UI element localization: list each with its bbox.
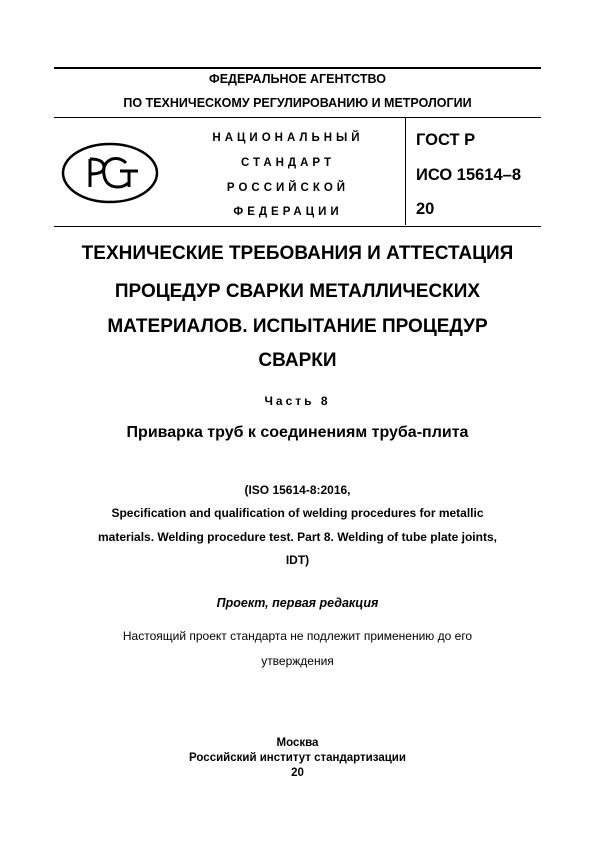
gost-designation-line-1: ГОСТ Р xyxy=(416,131,476,149)
header-divider-vertical xyxy=(405,118,406,225)
draft-note-line-1: Настоящий проект стандарта не подлежит применению до его xyxy=(122,629,473,643)
gost-designation-line-3: 20 xyxy=(416,200,435,218)
header-top-rule xyxy=(54,67,541,69)
iso-reference-line-4: IDT) xyxy=(285,553,310,567)
agency-name-line-2: ПО ТЕХНИЧЕСКОМУ РЕГУЛИРОВАНИЮ И МЕТРОЛОГИИ xyxy=(123,96,472,110)
header-bottom-rule xyxy=(54,226,541,227)
logo-lettering: РСТ xyxy=(110,201,112,202)
part-title: Приварка труб к соединениям труба-плита xyxy=(126,424,469,441)
draft-status: Проект, первая редакция xyxy=(216,596,379,610)
national-standard-line-2: СТАНДАРТ xyxy=(241,157,335,169)
publication-city: Москва xyxy=(276,737,319,749)
national-standard-line-4: ФЕДЕРАЦИИ xyxy=(233,206,343,218)
part-number: Часть 8 xyxy=(264,394,331,408)
document-title-line-4: СВАРКИ xyxy=(258,350,337,371)
header-middle-rule xyxy=(54,117,541,118)
publication-year: 20 xyxy=(291,767,304,779)
agency-name-line-1: ФЕДЕРАЛЬНОЕ АГЕНТСТВО xyxy=(209,72,386,86)
iso-reference-line-2: Specification and qualification of welding procedures for metallic xyxy=(111,506,484,520)
document-title-line-1: ТЕХНИЧЕСКИЕ ТРЕБОВАНИЯ И АТТЕСТАЦИЯ xyxy=(81,243,514,264)
iso-reference-line-1: (ISO 15614-8:2016, xyxy=(244,483,351,497)
publisher-name: Российский институт стандартизации xyxy=(189,752,406,764)
document-title-line-2: ПРОЦЕДУР СВАРКИ МЕТАЛЛИЧЕСКИХ xyxy=(114,281,481,302)
rst-logo-icon xyxy=(60,141,160,205)
draft-note-line-2: утверждения xyxy=(261,654,334,668)
document-title-line-3: МАТЕРИАЛОВ. ИСПЫТАНИЕ ПРОЦЕДУР xyxy=(107,316,488,337)
iso-reference-line-3: materials. Welding procedure test. Part 8. Welding of tube plate joints, xyxy=(98,530,497,544)
national-standard-line-3: РОССИЙСКОЙ xyxy=(226,182,350,194)
national-standard-line-1: НАЦИОНАЛЬНЫЙ xyxy=(212,132,364,144)
gost-designation-line-2: ИСО 15614–8 xyxy=(416,166,522,184)
